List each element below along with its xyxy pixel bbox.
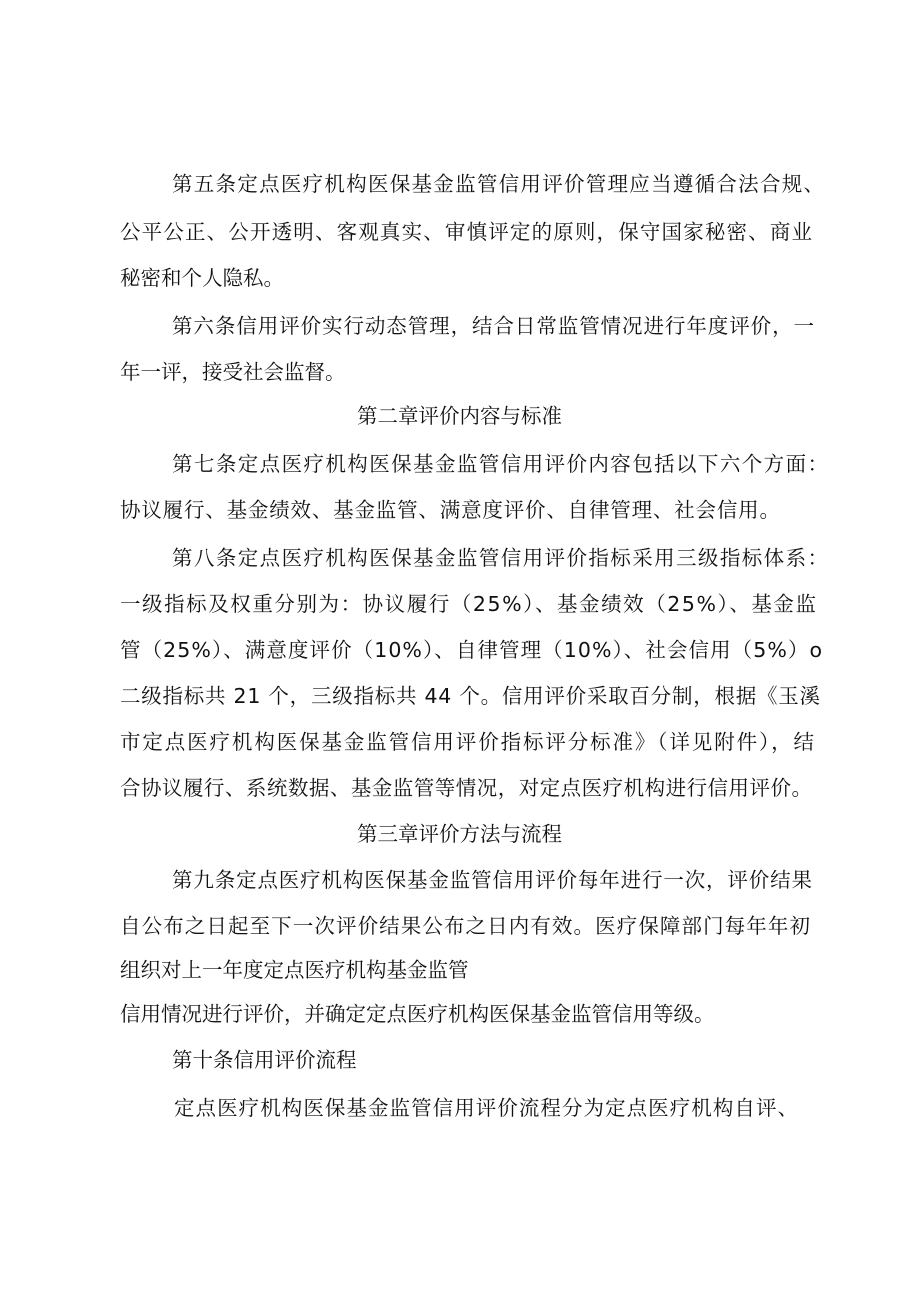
article-5-line-2: 公平公正、公开透明、客观真实、审慎评定的原则，保守国家秘密、商业 bbox=[120, 220, 814, 244]
chapter-3-heading: 第三章评价方法与流程 bbox=[357, 822, 562, 846]
article-8-line-2: 一级指标及权重分别为：协议履行（25%）、基金绩效（25%）、基金监 bbox=[120, 592, 818, 616]
article-8-line-4: 二级指标共 21 个，三级指标共 44 个。信用评价采取百分制，根据《玉溪 bbox=[120, 684, 821, 708]
article-8-line-3: 管（25%）、满意度评价（10%）、自律管理（10%）、社会信用（5%）o bbox=[120, 638, 824, 662]
article-10-heading: 第十条信用评价流程 bbox=[172, 1048, 357, 1072]
article-5-line-3: 秘密和个人隐私。 bbox=[120, 266, 284, 290]
article-8-line-5: 市定点医疗机构医保基金监管信用评价指标评分标准》（详见附件），结 bbox=[120, 730, 816, 754]
article-6-line-2: 年一评，接受社会监督。 bbox=[120, 360, 346, 384]
article-8-line-1: 第八条定点医疗机构医保基金监管信用评价指标采用三级指标体系： bbox=[172, 546, 830, 570]
chapter-2-heading: 第二章评价内容与标准 bbox=[357, 404, 562, 428]
article-9-line-2: 自公布之日起至下一次评价结果公布之日内有效。医疗保障部门每年年初 bbox=[120, 914, 812, 938]
article-9-line-3: 组织对上一年度定点医疗机构基金监管 bbox=[120, 958, 469, 982]
article-7-line-1: 第七条定点医疗机构医保基金监管信用评价内容包括以下六个方面： bbox=[172, 452, 830, 476]
article-9-line-1: 第九条定点医疗机构医保基金监管信用评价每年进行一次，评价结果 bbox=[172, 868, 813, 892]
article-6-line-1: 第六条信用评价实行动态管理，结合日常监管情况进行年度评价，一 bbox=[172, 314, 815, 338]
article-7-line-2: 协议履行、基金绩效、基金监管、满意度评价、自律管理、社会信用。 bbox=[120, 498, 781, 522]
article-5-line-1: 第五条定点医疗机构医保基金监管信用评价管理应当遵循合法合规、 bbox=[172, 172, 826, 196]
article-10-line-1: 定点医疗机构医保基金监管信用评价流程分为定点医疗机构自评、 bbox=[174, 1096, 800, 1120]
article-8-line-6: 合协议履行、系统数据、基金监管等情况，对定点医疗机构进行信用评价。 bbox=[120, 776, 813, 800]
article-9-line-4: 信用情况进行评价，并确定定点医疗机构医保基金监管信用等级。 bbox=[120, 1002, 715, 1026]
